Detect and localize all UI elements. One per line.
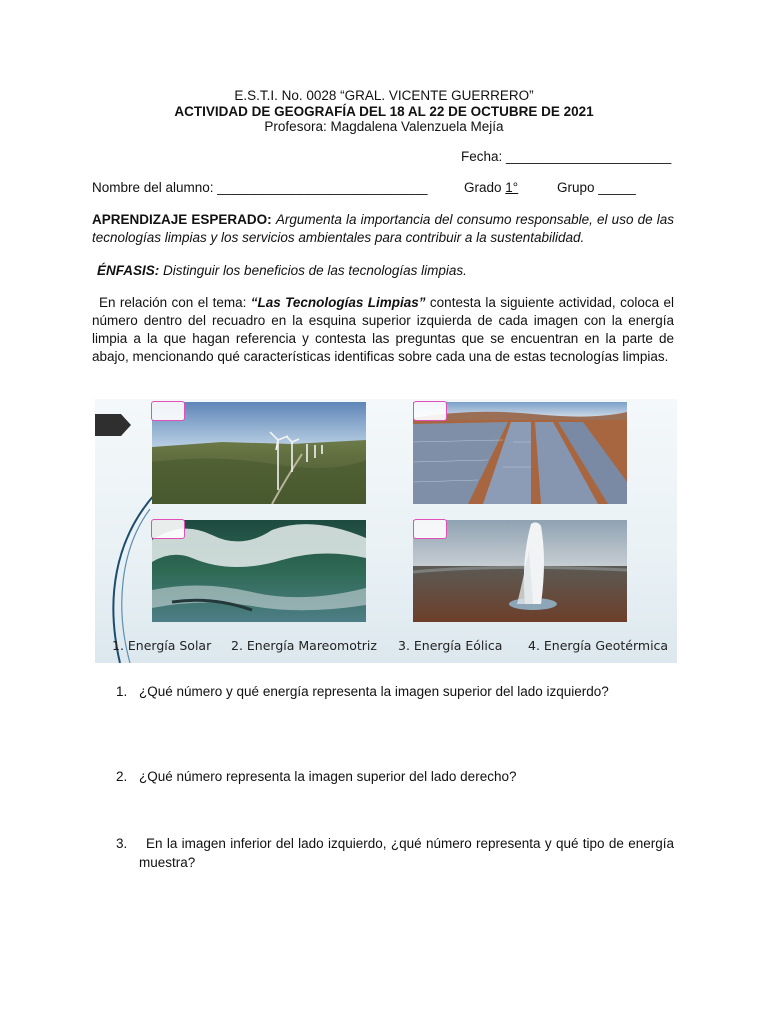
emphasis-text: Distinguir los beneficios de las tecnologías limpias. <box>163 263 467 278</box>
answer-box-top-right[interactable] <box>413 401 447 421</box>
caption-eolica: 3. Energía Eólica <box>398 638 503 653</box>
energy-images-panel <box>95 399 677 663</box>
question-1 <box>116 682 674 701</box>
arrow-icon <box>95 414 131 436</box>
answer-box-top-left[interactable] <box>151 401 185 421</box>
question-2 <box>116 767 674 786</box>
instructions-topic: “Las Tecnologías Limpias” <box>250 295 426 310</box>
grade-label: Grado <box>464 180 506 195</box>
caption-mareomotriz: 2. Energía Mareomotriz <box>231 638 377 653</box>
emphasis-label: ÉNFASIS: <box>97 263 160 278</box>
answer-box-bottom-right[interactable] <box>413 519 447 539</box>
expected-learning-label: APRENDIZAJE ESPERADO: <box>92 212 272 227</box>
instructions <box>92 294 674 366</box>
student-name-field[interactable]: Nombre del alumno: ____________________________ <box>92 180 428 195</box>
expected-learning <box>92 211 674 247</box>
question-text: En la imagen inferior del lado izquierdo, ¿qué número representa y qué tipo de energía muestra? <box>139 836 674 870</box>
question-text: ¿Qué número y qué energía representa la imagen superior del lado izquierdo? <box>139 684 609 699</box>
question-number: 3. <box>116 836 128 851</box>
question-text: ¿Qué número representa la imagen superior del lado derecho? <box>139 769 517 784</box>
question-number: 2. <box>116 769 128 784</box>
caption-solar: 1. Energía Solar <box>112 638 212 653</box>
school-name: E.S.T.I. No. 0028 “GRAL. VICENTE GUERRERO” <box>234 88 534 103</box>
expected-learning-text: Argumenta la importancia del consumo responsable, el uso de las tecnologías limpias y los servicios ambientales para contribuir a la sustentabilidad. <box>92 212 674 245</box>
date-field[interactable]: Fecha: ______________________ <box>461 149 672 164</box>
teacher-name: Profesora: Magdalena Valenzuela Mejía <box>264 119 504 134</box>
grade-field[interactable] <box>464 180 518 196</box>
grade-value: 1° <box>505 180 519 195</box>
group-field[interactable]: Grupo _____ <box>557 180 636 195</box>
question-3 <box>116 834 674 872</box>
caption-geotermica: 4. Energía Geotérmica <box>528 638 669 653</box>
instructions-rest: contesta la siguiente actividad, coloca el número dentro del recuadro en la esquina superior izquierda de cada imagen con la energía limpia a la que hagan referencia y contesta las preguntas que se encuentran en la parte de abajo, mencionando qué características identificas sobre cada una de estas tecnologías limpias. <box>92 295 674 364</box>
answer-box-bottom-left[interactable] <box>151 519 185 539</box>
emphasis <box>97 262 674 280</box>
activity-title: ACTIVIDAD DE GEOGRAFÍA DEL 18 AL 22 DE OCTUBRE DE 2021 <box>174 104 594 119</box>
question-number: 1. <box>116 684 128 699</box>
instructions-lead: En relación con el tema: <box>99 295 251 310</box>
